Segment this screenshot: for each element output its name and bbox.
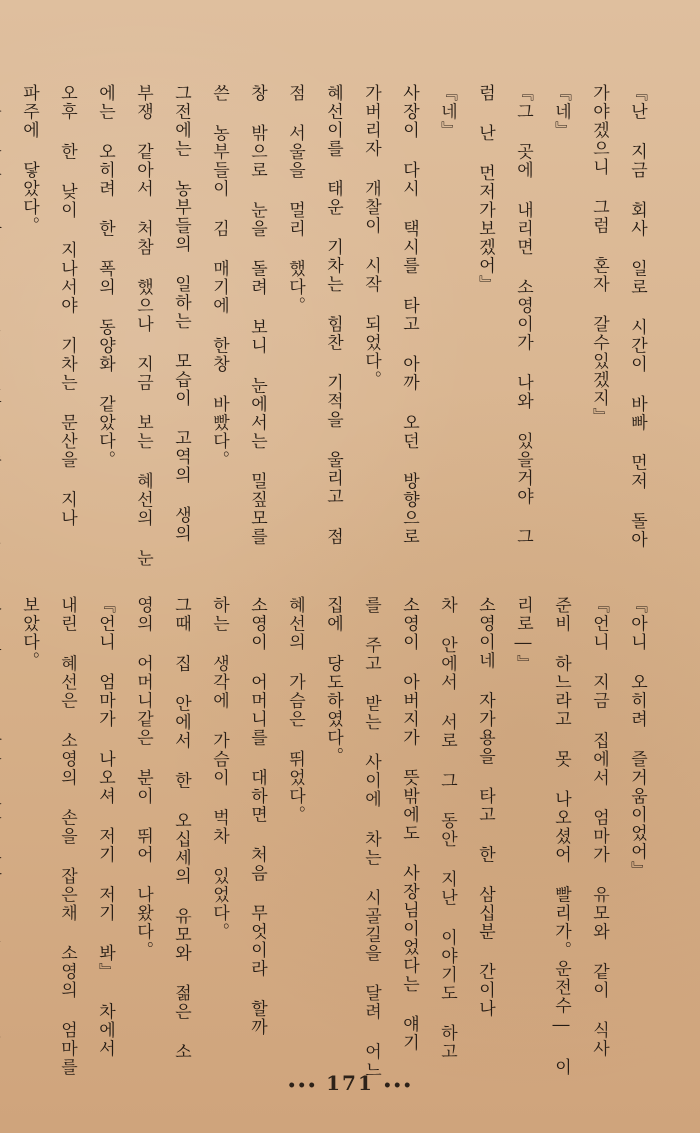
upper-text-block [19,84,652,568]
upper-line-6: 『네』 [437,84,457,140]
lower-line-4: 리로―』 [513,596,533,673]
upper-line-14: 부쟁 같아서 처참 했으나 지금 보는 혜선의 눈 [133,84,153,568]
lower-line-17: 보았다。 [19,596,39,670]
upper-line-11: 창 밖으로 눈을 돌려 보니 눈에서는 밀짚모를 [247,84,267,546]
upper-line-4: 『그 곳에 내리면 소영이가 나와 있을거야 그 [513,84,533,546]
lower-line-13: 그때 집 안에서 한 오십세의 유모와 젊은 소 [171,596,191,1061]
upper-line-15: 에는 오히려 한 폭의 동양화 같았다。 [95,84,115,469]
lower-line-8: 를 주고 받는 사이에 차는 시골길을 달려 어느 [361,596,381,1080]
upper-line-2: 가야겠으니 그럼 혼자 갈수있겠지』 [589,84,609,426]
upper-line-1: 『난 지금 회사 일로 시간이 바빠 먼저 돌아 [627,84,647,549]
upper-line-13: 그전에는 농부들의 일하는 모습이 고역의 생의 [171,84,191,543]
lower-line-15: 『언니 엄마가 나오셔 저기 저기 봐』 차에서 [95,596,115,1058]
lower-line-9: 집에 당도하였다。 [323,596,343,766]
lower-line-5: 소영이네 자가용을 타고 한 삼십분 간이나 [475,596,495,1018]
footer-right-dots: ••• [382,1078,413,1094]
lower-line-1: 『아니 오히려 즐거움이었어』 [627,596,647,880]
lower-line-12: 하는 생각에 가슴이 벅차 있었다。 [209,596,229,941]
lower-text-block [19,596,652,1080]
lower-line-7: 소영이 아버지가 뜻밖에도 사장님이었다는 얘기 [399,596,419,1052]
lower-line-2: 『언니 지금 집에서 엄마가 유모와 같이 식사 [589,596,609,1058]
upper-line-3: 『네』 [551,84,571,140]
upper-line-12: 쓴 농부들이 김 매기에 한창 바빴다。 [209,84,229,469]
upper-line-9: 혜선이를 태운 기차는 힘찬 기적을 울리고 점 [323,84,343,546]
upper-line-7: 사장이 다시 택시를 타고 아까 오던 방향으로 [399,84,419,546]
lower-line-3: 준비 하느라고 못 나오셨어 빨리가。운전수― 이 [551,596,571,1077]
footer-left-dots: ••• [287,1078,318,1094]
page-footer [0,1071,700,1095]
lower-line-16: 내린 혜선은 소영의 손을 잡은채 소영의 엄마를 [57,596,77,1077]
lower-line-10: 혜선의 가슴은 뛰었다。 [285,596,305,824]
lower-line-18 [0,596,6,1036]
page-number: 171 [326,1071,374,1095]
upper-line-8: 가버리자 개찰이 시작 되었다。 [361,84,381,389]
lower-line-11: 소영이 어머니를 대하면 처음 무엇이라 할까 [247,596,267,1037]
upper-line-5: 럼 난 먼저가보겠어』 [475,84,495,294]
lower-line-14: 영의 어머니같은 분이 뛰어 나왔다。 [133,596,153,960]
lower-line-6: 차 안에서 서로 그 동안 지난 이야기도 하고 [437,596,457,1061]
upper-line-18 [0,84,6,549]
upper-line-16: 오후 한 낮이 지나서야 기차는 문산을 지나 [57,84,77,528]
upper-line-10: 점 서울을 멀리 했다。 [285,84,305,315]
upper-line-17: 파주에 닿았다。 [19,84,39,235]
